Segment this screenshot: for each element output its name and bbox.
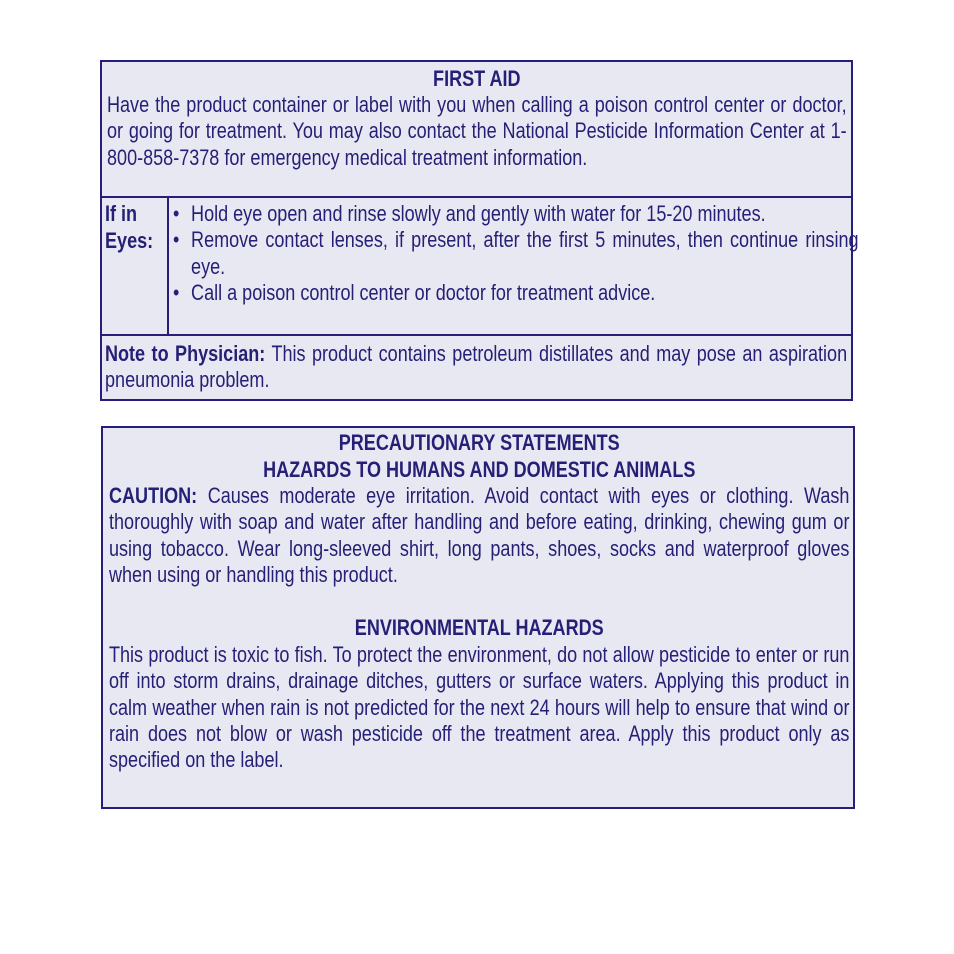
precautionary-statements-panel (101, 426, 855, 809)
physician-note-label: Note to Physician: (105, 341, 266, 366)
bullet-icon: • (173, 201, 180, 226)
eyes-instruction-text: Hold eye open and rinse slowly and gently with water for 15-20 minutes. (191, 201, 766, 226)
eyes-instruction-text: Call a poison control center or doctor for treatment advice. (191, 279, 656, 305)
eyes-instruction-text: Remove contact lenses, if present, after the first 5 minutes, then continue rinsing eye. (191, 227, 859, 279)
divider (102, 196, 851, 198)
caution-statement (109, 483, 849, 588)
eyes-instruction-item (173, 280, 859, 306)
first-aid-intro: Have the product container or label with you when calling a poison control center or doctor, or going for treatment. You may also contact the National Pesticide Information Center at 1-800-858-7378 for emergency medical treatment information. (107, 92, 847, 170)
hazards-humans-heading: HAZARDS TO HUMANS AND DOMESTIC ANIMALS (263, 457, 696, 482)
column-divider (167, 198, 169, 334)
environmental-hazards-heading: ENVIRONMENTAL HAZARDS (354, 615, 604, 640)
first-aid-title: FIRST AID (433, 66, 521, 91)
bullet-icon: • (173, 279, 180, 305)
physician-note (105, 341, 847, 394)
eyes-instruction-item (173, 227, 859, 280)
eyes-label: If in Eyes: (105, 201, 154, 253)
eyes-instructions (173, 201, 859, 306)
physician-note-text: This product contains petroleum distillates and may pose an aspiration pneumonia problem. (105, 341, 848, 393)
precautions-title: PRECAUTIONARY STATEMENTS (338, 430, 620, 455)
divider (102, 334, 851, 336)
caution-text: Causes moderate eye irritation. Avoid contact with eyes or clothing. Wash thoroughly with soap and water after handling and before eating, drinking, chewing gum or using tobacco. Wear long-sleeved shirt, long pants, shoes, socks and waterproof gloves when using or handling this product. (109, 483, 850, 587)
bullet-icon: • (173, 227, 180, 253)
environmental-hazards-text: This product is toxic to fish. To protect the environment, do not allow pesticide to enter or run off into storm drains, drainage ditches, gutters or surface waters. Applying this product in calm weather when rain is not predicted for the next 24 hours will help to ensure that wind or rain does not blow or wash pesticide off the treatment area. Apply this product only as specified on the label. (109, 642, 850, 773)
first-aid-panel (100, 60, 859, 401)
caution-label: CAUTION: (109, 483, 198, 508)
eyes-instruction-item (173, 201, 859, 227)
